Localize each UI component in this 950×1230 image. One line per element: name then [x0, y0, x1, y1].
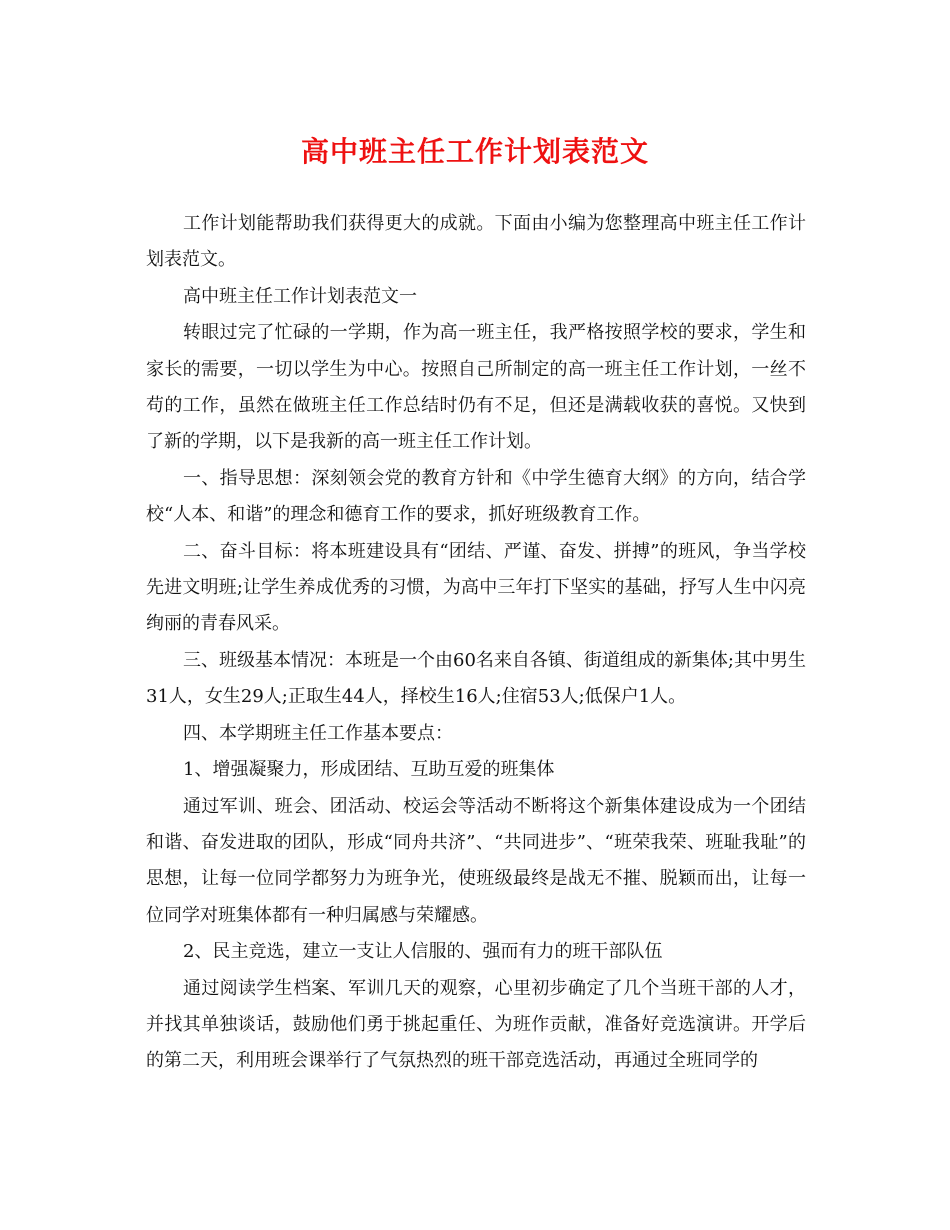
paragraph-opening: 转眼过完了忙碌的一学期，作为高一班主任，我严格按照学校的要求，学生和家长的需要，一切以学生为中心。按照自己所制定的高一班主任工作计划，一丝不苟的工作，虽然在做班主任工作总结时仍有不足，但还是满载收获的喜悦。又快到了新的学期，以下是我新的高一班主任工作计划。 [146, 322, 806, 453]
subheading-cohesion: 1、增强凝聚力，形成团结、互助互爱的班集体 [183, 759, 555, 781]
paragraph-guiding-thought: 一、指导思想：深刻领会党的教育方针和《中学生德育大纲》的方向，结合学校“人本、和谐”的理念和德育工作的要求，抓好班级教育工作。 [146, 467, 806, 526]
paragraph-election: 通过阅读学生档案、军训几天的观察，心里初步确定了几个当班干部的人才，并找其单独谈话，鼓励他们勇于挑起重任、为班作贡献，准备好竞选演讲。开学后的第二天，利用班会课举行了气氛热烈的班干部竞选活动，再通过全班同学的 [146, 977, 806, 1072]
section-heading: 高中班主任工作计划表范文一 [183, 285, 417, 307]
paragraph-class-info: 三、班级基本情况：本班是一个由60名来自各镇、街道组成的新集体;其中男生31人，女生29人;正取生44人，择校生16人;住宿53人;低保户1人。 [146, 649, 806, 708]
document-title: 高中班主任工作计划表范文 [300, 135, 649, 168]
subheading-election: 2、民主竞选，建立一支让人信服的、强而有力的班干部队伍 [183, 941, 663, 963]
paragraph-cohesion: 通过军训、班会、团活动、校运会等活动不断将这个新集体建设成为一个团结和谐、奋发进取的团队，形成“同舟共济”、“共同进步”、“班荣我荣、班耻我耻”的思想，让每一位同学都努力为班争光，使班级最终是战无不摧、脱颖而出，让每一位同学对班集体都有一种归属感与荣耀感。 [146, 795, 806, 926]
paragraph-goals: 二、奋斗目标：将本班建设具有“团结、严谨、奋发、拼搏”的班风，争当学校先进文明班;让学生养成优秀的习惯，为高中三年打下坚实的基础，抒写人生中闪亮绚丽的青春风采。 [146, 540, 806, 635]
document-body [146, 206, 806, 1080]
paragraph-intro: 工作计划能帮助我们获得更大的成就。下面由小编为您整理高中班主任工作计划表范文。 [146, 213, 806, 271]
paragraph-key-points: 四、本学期班主任工作基本要点： [183, 722, 453, 744]
